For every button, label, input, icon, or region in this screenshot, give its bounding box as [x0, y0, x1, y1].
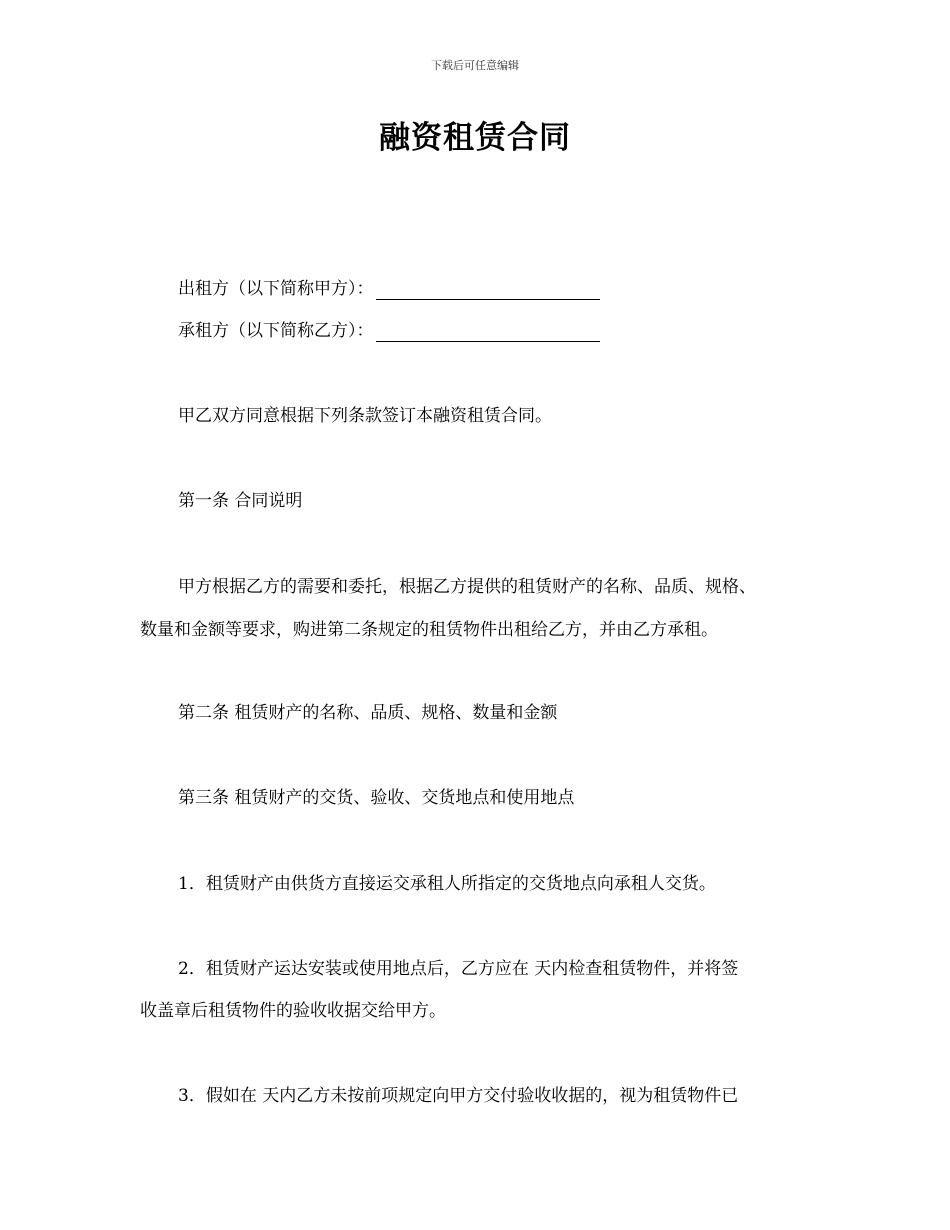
header-note: 下载后可任意编辑 — [431, 59, 519, 72]
lessor-line — [178, 278, 600, 300]
lessor-blank — [376, 281, 600, 300]
lessee-line — [178, 320, 600, 342]
lessor-label: 出租方（以下简称甲方）： — [178, 279, 374, 299]
article1-heading: 第一条 合同说明 — [178, 491, 303, 511]
article3-item3-line1: 3．假如在 天内乙方未按前项规定向甲方交付验收收据的，视为租赁物件已 — [178, 1086, 739, 1106]
lessee-blank — [376, 323, 600, 342]
article2-heading: 第二条 租赁财产的名称、品质、规格、数量和金额 — [178, 703, 558, 723]
article3-item1: 1．租赁财产由供货方直接运交承租人所指定的交货地点向承租人交货。 — [178, 874, 716, 894]
article3-item2-line2: 收盖章后租赁物件的验收收据交给甲方。 — [140, 1001, 446, 1021]
preamble: 甲乙双方同意根据下列条款签订本融资租赁合同。 — [178, 406, 552, 426]
article3-heading: 第三条 租赁财产的交货、验收、交货地点和使用地点 — [178, 788, 575, 808]
article1-body-line2: 数量和金额等要求，购进第二条规定的租赁物件出租给乙方，并由乙方承租。 — [140, 620, 718, 640]
lessee-label: 承租方（以下简称乙方）： — [178, 321, 374, 341]
article3-item2-line1: 2．租赁财产运达安装或使用地点后，乙方应在 天内检查租赁物件，并将签 — [178, 959, 739, 979]
article1-body-line1: 甲方根据乙方的需要和委托，根据乙方提供的租赁财产的名称、品质、规格、 — [178, 577, 756, 597]
document-title: 融资租赁合同 — [379, 120, 571, 156]
